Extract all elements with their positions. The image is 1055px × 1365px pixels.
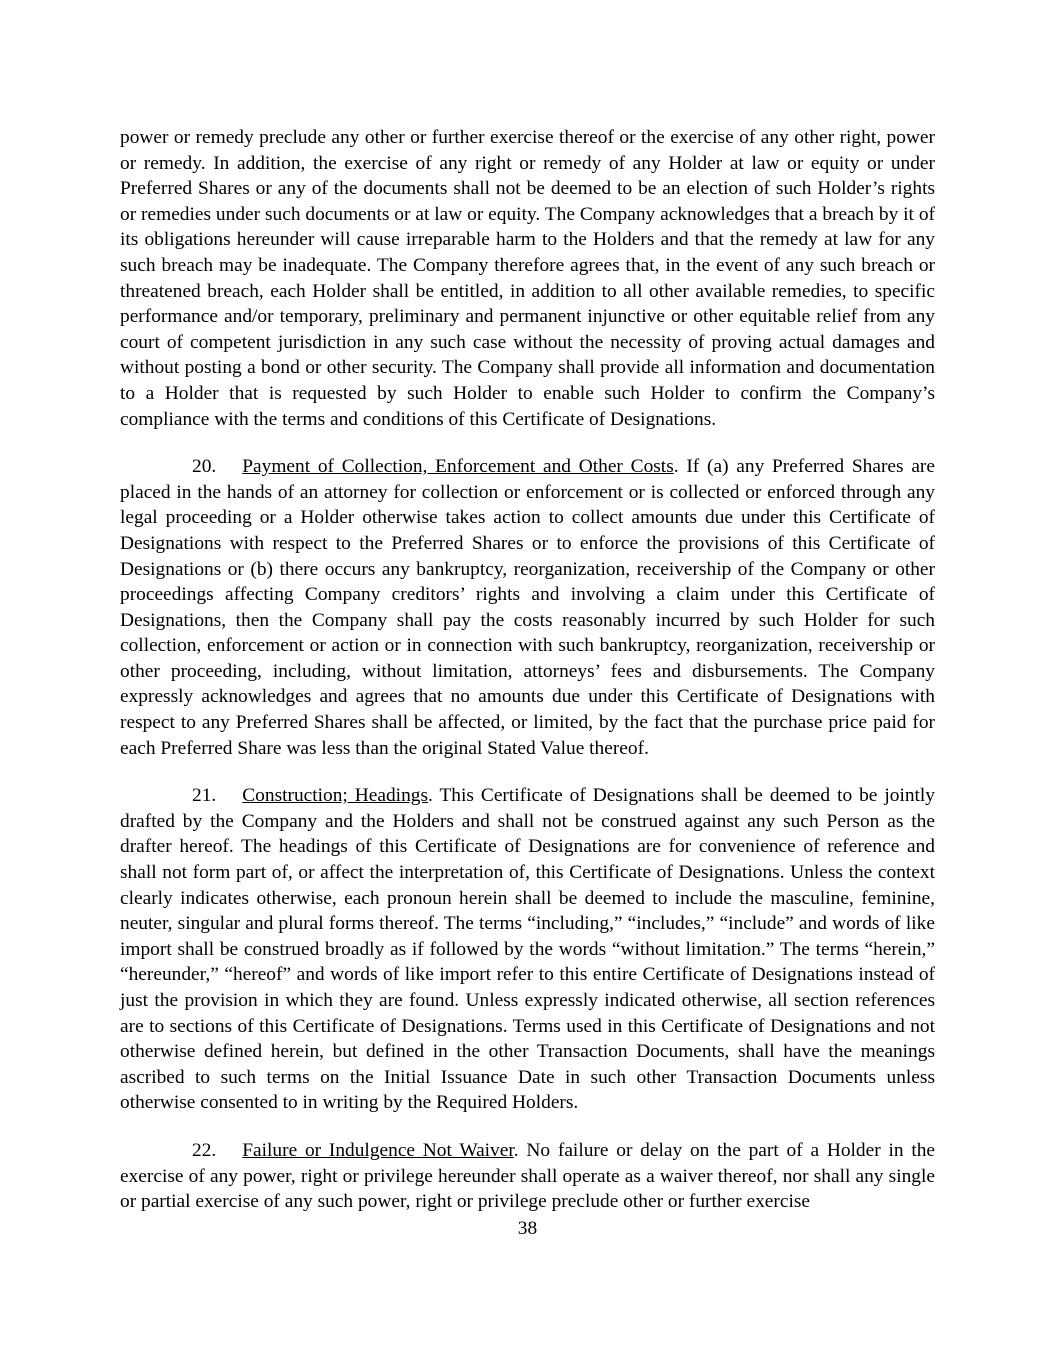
section-heading-21: Construction; Headings xyxy=(242,785,429,807)
paragraph-section-21 xyxy=(120,783,935,1116)
section-number-21: 21. xyxy=(192,785,217,807)
section-heading-20: Payment of Collection, Enforcement and Other Costs xyxy=(242,456,674,478)
paragraph-section-22 xyxy=(120,1138,935,1215)
section-number-20: 20. xyxy=(192,456,217,478)
paragraph-text: . This Certificate of Designations shall be deemed to be jointly drafted by the Company and the Holders and shall not be construed against any such Person as the drafter hereof. The headings of this Certificate of Designations are for convenience of reference and shall not form part of, or affect the interpretation of, this Certificate of Designations. Unless the context clearly indicates otherwise, each pronoun herein shall be deemed to include the masculine, feminine, neuter, singular and plural forms thereof. The terms “including,” “includes,” “include” and words of like import shall be construed broadly as if followed by the words “without limitation.” The terms “herein,” “hereunder,” “hereof” and words of like import refer to this entire Certificate of Designations instead of just the provision in which they are found. Unless expressly indicated otherwise, all section references are to sections of this Certificate of Designations. Terms used in this Certificate of Designations and not otherwise defined herein, but defined in the other Transaction Documents, shall have the meanings ascribed to such terms on the Initial Issuance Date in such other Transaction Documents unless otherwise consented to in writing by the Required Holders. xyxy=(120,785,935,1114)
paragraph-text: . If (a) any Preferred Shares are placed in the hands of an attorney for collection or enforcement or is collected or enforced through any legal proceeding or a Holder otherwise takes action to collect amounts due under this Certificate of Designations with respect to the Preferred Shares or to enforce the provisions of this Certificate of Designations or (b) there occurs any bankruptcy, reorganization, receivership of the Company or other proceedings affecting Company creditors’ rights and involving a claim under this Certificate of Designations, then the Company shall pay the costs reasonably incurred by such Holder for such collection, enforcement or action or in connection with such bankruptcy, reorganization, receivership or other proceeding, including, without limitation, attorneys’ fees and disbursements. The Company expressly acknowledges and agrees that no amounts due under this Certificate of Designations with respect to any Preferred Shares shall be affected, or limited, by the fact that the purchase price paid for each Preferred Share was less than the original Stated Value thereof. xyxy=(120,456,935,759)
paragraph-text: . No failure or delay on the part of a Holder in the exercise of any power, right or privilege hereunder shall operate as a waiver thereof, nor shall any single or partial exercise of any such power, right or privilege preclude other or further exercise xyxy=(120,1139,936,1213)
paragraph-section-20 xyxy=(120,454,935,761)
section-number-22: 22. xyxy=(192,1139,217,1161)
document-body xyxy=(120,125,935,1215)
paragraph-text: power or remedy preclude any other or further exercise thereof or the exercise of any other right, power or remedy. In addition, the exercise of any right or remedy of any Holder at law or equity or under Preferred Shares or any of the documents shall not be deemed to be an election of such Holder’s rights or remedies under such documents or at law or equity. The Company acknowledges that a breach by it of its obligations hereunder will cause irreparable harm to the Holders and that the remedy at law for any such breach may be inadequate. The Company therefore agrees that, in the event of any such breach or threatened breach, each Holder shall be entitled, in addition to all other available remedies, to specific performance and/or temporary, preliminary and permanent injunctive or other equitable relief from any court of competent jurisdiction in any such case without the necessity of proving actual damages and without posting a bond or other security. The Company shall provide all information and documentation to a Holder that is requested by such Holder to enable such Holder to confirm the Company’s compliance with the terms and conditions of this Certificate of Designations. xyxy=(120,127,935,430)
paragraph-continued xyxy=(120,125,935,432)
section-heading-22: Failure or Indulgence Not Waiver xyxy=(242,1139,514,1161)
page-number: 38 xyxy=(517,1218,538,1239)
